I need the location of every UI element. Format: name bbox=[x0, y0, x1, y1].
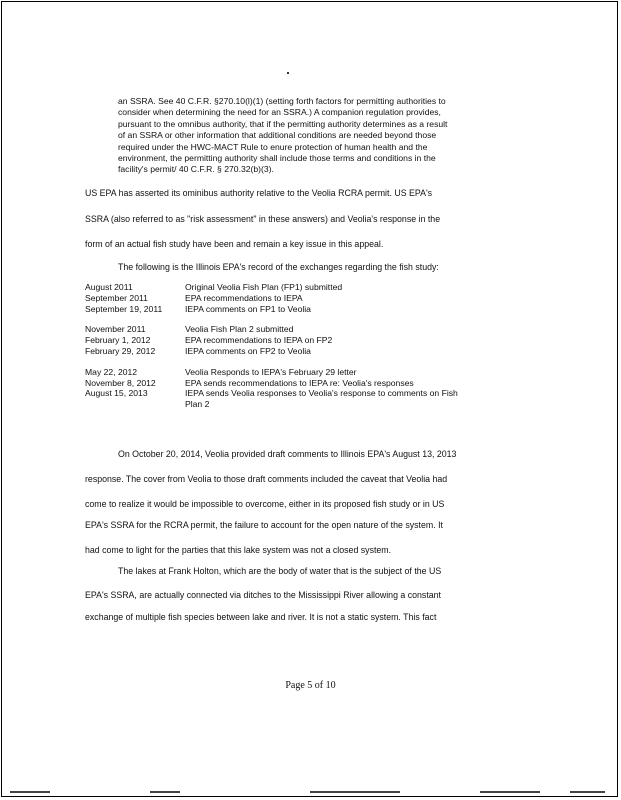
record-entry bbox=[85, 335, 475, 346]
entry-date: May 22, 2012 bbox=[85, 366, 138, 377]
paragraph-line: exchange of multiple fish species between lake and river. It is not a static system. This fact bbox=[85, 612, 437, 622]
block-quote bbox=[118, 96, 528, 176]
record-entry bbox=[85, 293, 475, 304]
record-entry bbox=[85, 304, 475, 315]
entry-description: Veolia Fish Plan 2 submitted bbox=[185, 324, 294, 335]
scan-edge-marks bbox=[10, 791, 610, 794]
entry-description: IEPA comments on FP2 to Veolia bbox=[185, 345, 311, 356]
quote-line: pursuant to the omnibus authority, that if the permitting authority determines as a result bbox=[118, 118, 448, 129]
paragraph-line: form of an actual fish study have been and remain a key issue in this appeal. bbox=[85, 239, 384, 249]
record-entry bbox=[85, 378, 475, 389]
record-entry bbox=[85, 388, 475, 410]
intro-line: The following is the Illinois EPA's record of the exchanges regarding the fish study: bbox=[118, 262, 439, 272]
entry-description: EPA recommendations to IEPA bbox=[185, 292, 303, 303]
paragraph-line: SSRA (also referred to as "risk assessment" in these answers) and Veolia's response in the bbox=[85, 214, 441, 224]
quote-line: of an SSRA or other information that additional conditions are needed beyond those bbox=[118, 130, 437, 141]
entry-date: November 8, 2012 bbox=[85, 377, 156, 388]
paragraph-line: The lakes at Frank Holton, which are the body of water that is the subject of the US bbox=[118, 566, 442, 576]
entry-date: September 19, 2011 bbox=[85, 303, 163, 314]
paragraph-line: come to realize it would be impossible to overcome, either in its proposed fish study or in US bbox=[85, 499, 445, 509]
entry-date: August 2011 bbox=[85, 282, 133, 292]
entry-description: Original Veolia Fish Plan (FP1) submitted bbox=[185, 282, 343, 292]
entry-description: EPA recommendations to IEPA on FP2 bbox=[185, 335, 333, 346]
paragraph-line: US EPA has asserted its ominibus authority relative to the Veolia RCRA permit. US EPA's bbox=[85, 188, 433, 198]
page-number: Page 5 of 10 bbox=[285, 680, 336, 691]
exchange-record-list bbox=[85, 282, 475, 410]
quote-line: facility's permit/ 40 C.F.R. § 270.32(b)(3). bbox=[118, 164, 274, 175]
entry-date: February 1, 2012 bbox=[85, 335, 151, 346]
entry-date: September 2011 bbox=[85, 292, 148, 303]
paragraph-line: On October 20, 2014, Veolia provided draft comments to Illinois EPA's August 13, 2013 bbox=[118, 449, 457, 459]
entry-description: Veolia Responds to IEPA's February 29 letter bbox=[185, 366, 357, 377]
quote-line: an SSRA. See 40 C.F.R. §270.10(l)(1) (setting forth factors for permitting authorities to bbox=[118, 96, 446, 106]
paragraph-line: EPA's SSRA for the RCRA permit, the failure to account for the open nature of the system. It bbox=[85, 520, 443, 530]
entry-date: November 2011 bbox=[85, 324, 146, 335]
entry-description: IEPA comments on FP1 to Veolia bbox=[185, 303, 311, 314]
record-entry bbox=[85, 324, 475, 335]
paragraph-line: EPA's SSRA, are actually connected via ditches to the Mississippi River allowing a constant bbox=[85, 590, 442, 600]
entry-description: EPA sends recommendations to IEPA re: Veolia's responses bbox=[185, 377, 414, 388]
scan-speck bbox=[287, 72, 289, 74]
quote-line: required under the HWC-MACT Rule to enure protection of human health and the bbox=[118, 141, 428, 152]
entry-date: February 29, 2012 bbox=[85, 345, 156, 356]
record-entry bbox=[85, 282, 475, 293]
record-entry bbox=[85, 367, 475, 378]
quote-line: consider when determining the need for an SSRA.) A companion regulation provides, bbox=[118, 107, 441, 118]
paragraph-line: response. The cover from Veolia to those draft comments included the caveat that Veolia had bbox=[85, 474, 448, 484]
quote-line: environment, the permitting authority shall include those terms and conditions in the bbox=[118, 153, 436, 164]
paragraph-line: had come to light for the parties that this lake system was not a closed system. bbox=[85, 545, 392, 555]
entry-date: August 15, 2013 bbox=[85, 388, 148, 399]
record-entry bbox=[85, 346, 475, 357]
entry-description: IEPA sends Veolia responses to Veolia's response to comments on Fish Plan 2 bbox=[185, 388, 458, 410]
